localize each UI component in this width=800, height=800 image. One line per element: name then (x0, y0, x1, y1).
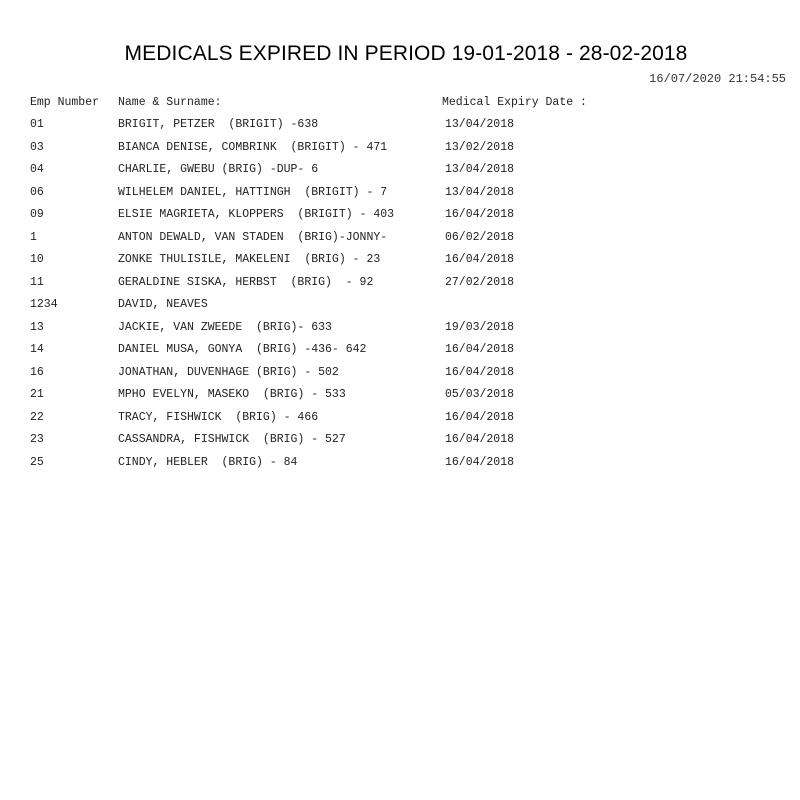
report-title: MEDICALS EXPIRED IN PERIOD 19-01-2018 - 28-02-2018 (124, 42, 688, 65)
expiry-date: 05/03/2018 (445, 388, 515, 401)
employee-name: GERALDINE SISKA, HERBST (BRIG) - 92 (118, 275, 374, 289)
emp-number: 21 (30, 388, 44, 401)
table-row (0, 231, 800, 254)
employee-name: DANIEL MUSA, GONYA (BRIG) -436- 642 (118, 343, 367, 356)
employee-name: JONATHAN, DUVENHAGE (BRIG) - 502 (118, 365, 339, 379)
employee-name: ELSIE MAGRIETA, KLOPPERS (BRIGIT) - 403 (118, 208, 395, 221)
expiry-date: 16/04/2018 (445, 410, 515, 424)
table-body (0, 118, 800, 478)
employee-name: ZONKE THULISILE, MAKELENI (BRIG) - 23 (118, 253, 381, 266)
emp-number: 10 (30, 253, 44, 266)
table-row (0, 366, 800, 389)
header-emp-number: Emp Number (30, 96, 100, 109)
table-row (0, 298, 800, 321)
table-row (0, 456, 800, 479)
expiry-date: 13/04/2018 (445, 163, 515, 176)
table-row (0, 186, 800, 209)
employee-name: ANTON DEWALD, VAN STADEN (BRIG)-JONNY- (118, 230, 388, 244)
employee-name: MPHO EVELYN, MASEKO (BRIG) - 533 (118, 388, 346, 401)
expiry-date: 16/04/2018 (445, 343, 515, 356)
table-row (0, 411, 800, 434)
expiry-date: 16/04/2018 (445, 365, 515, 379)
emp-number: 25 (30, 455, 44, 469)
employee-name: BIANCA DENISE, COMBRINK (BRIGIT) - 471 (118, 140, 388, 154)
emp-number: 22 (30, 410, 44, 424)
report-timestamp: 16/07/2020 21:54:55 (649, 72, 786, 86)
expiry-date: 13/04/2018 (445, 185, 515, 199)
employee-name: JACKIE, VAN ZWEEDE (BRIG)- 633 (118, 320, 332, 334)
expiry-date: 06/02/2018 (445, 230, 515, 244)
expiry-date: 19/03/2018 (445, 320, 515, 334)
table-row (0, 321, 800, 344)
emp-number: 03 (30, 140, 44, 154)
emp-number: 16 (30, 365, 44, 379)
table-row (0, 253, 800, 276)
emp-number: 1234 (30, 298, 58, 311)
table-row (0, 208, 800, 231)
header-name: Name & Surname: (118, 96, 222, 109)
emp-number: 14 (30, 343, 44, 356)
employee-name: CINDY, HEBLER (BRIG) - 84 (118, 455, 298, 469)
table-row (0, 388, 800, 411)
table-row (0, 141, 800, 164)
expiry-date: 16/04/2018 (445, 455, 515, 469)
expiry-date: 13/02/2018 (445, 140, 515, 154)
expiry-date: 16/04/2018 (445, 253, 515, 266)
header-expiry: Medical Expiry Date : (442, 96, 587, 109)
emp-number: 23 (30, 433, 44, 446)
table-header (0, 96, 800, 112)
employee-name: DAVID, NEAVES (118, 298, 208, 311)
emp-number: 06 (30, 185, 44, 199)
employee-name: TRACY, FISHWICK (BRIG) - 466 (118, 410, 319, 424)
employee-name: CHARLIE, GWEBU (BRIG) -DUP- 6 (118, 163, 319, 176)
expiry-date: 16/04/2018 (445, 433, 515, 446)
employee-name: CASSANDRA, FISHWICK (BRIG) - 527 (118, 433, 346, 446)
emp-number: 01 (30, 118, 44, 131)
employee-name: BRIGIT, PETZER (BRIGIT) -638 (118, 118, 319, 131)
table-row (0, 433, 800, 456)
expiry-date: 27/02/2018 (445, 275, 515, 289)
emp-number: 1 (30, 230, 37, 244)
table-row (0, 163, 800, 186)
emp-number: 11 (30, 275, 44, 289)
expiry-date: 13/04/2018 (445, 118, 515, 131)
emp-number: 13 (30, 320, 44, 334)
expiry-date: 16/04/2018 (445, 208, 515, 221)
table-row (0, 276, 800, 299)
table-row (0, 118, 800, 141)
emp-number: 04 (30, 163, 44, 176)
emp-number: 09 (30, 208, 44, 221)
table-row (0, 343, 800, 366)
employee-name: WILHELEM DANIEL, HATTINGH (BRIGIT) - 7 (118, 185, 388, 199)
